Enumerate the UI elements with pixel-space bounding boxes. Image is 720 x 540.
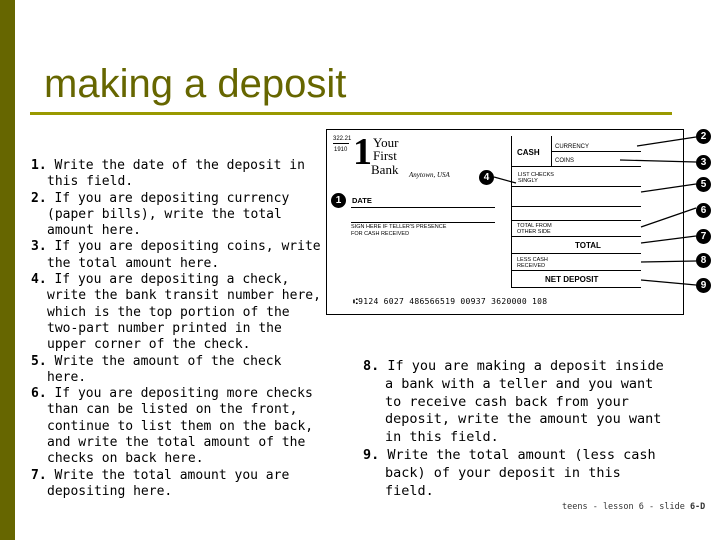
bank-city: Anytown, USA <box>409 171 450 179</box>
callout-badge-2: 2 <box>696 129 711 144</box>
instruction-number: 1. <box>31 158 47 173</box>
instruction-text: Write the amount of the check here. <box>47 353 282 385</box>
title-underline <box>30 112 672 115</box>
total-line <box>512 253 641 254</box>
instruction-item-8 <box>349 358 669 447</box>
instruction-number: 3. <box>31 239 47 255</box>
footer-slide-number: 6-D <box>689 502 706 512</box>
date-label: DATE <box>352 196 372 205</box>
callout-badge-6: 6 <box>696 203 711 218</box>
currency-line <box>551 151 641 152</box>
slide-footer <box>562 502 705 512</box>
check-line-1 <box>512 186 641 187</box>
bank-name-line3: Bank <box>371 162 399 177</box>
net-deposit-label: NET DEPOSIT <box>545 275 599 284</box>
signature-line <box>351 222 495 223</box>
fraction-rule <box>333 143 349 144</box>
callout-badge-3: 3 <box>696 155 711 170</box>
callout-badge-1: 1 <box>331 193 346 208</box>
instruction-number: 2. <box>31 190 47 206</box>
instruction-list-right <box>349 358 669 500</box>
total-label: TOTAL <box>575 241 601 250</box>
total-from-line2: OTHER SIDE <box>517 229 551 235</box>
instruction-list-left <box>31 158 326 500</box>
instruction-number: 4. <box>31 272 47 288</box>
coins-line <box>512 166 641 167</box>
callout-badge-7: 7 <box>696 229 711 244</box>
instruction-number: 9. <box>363 446 380 463</box>
coins-label: COINS <box>555 158 575 164</box>
check-line-3 <box>512 220 641 221</box>
instruction-item-1 <box>31 158 326 191</box>
check-line-2 <box>512 206 641 207</box>
sign-label-line1: SIGN HERE IF TELLER'S PRESENCE <box>351 224 447 230</box>
sign-label-line2: FOR CASH RECEIVED <box>351 231 410 237</box>
cash-label: CASH <box>517 148 540 157</box>
instruction-item-7 <box>31 468 326 501</box>
instruction-text: Write the total amount you are depositing here. <box>47 467 290 499</box>
callout-badge-5: 5 <box>696 177 711 192</box>
instruction-text: If you are depositing a check, write the bank transit number here, which is the top portion of the two-part number printed in the upper corner of the check. <box>47 272 321 353</box>
less-cash-line2: RECEIVED <box>517 263 546 269</box>
list-checks-line2: SINGLY <box>518 178 538 184</box>
date-line <box>351 207 495 208</box>
instruction-number: 8. <box>363 358 380 374</box>
total-from-line <box>512 236 641 237</box>
total-from-line1: TOTAL FROM <box>517 223 552 229</box>
account-number-bottom: 1910 <box>334 147 348 153</box>
instruction-item-6 <box>31 386 326 467</box>
less-cash-line <box>512 270 641 271</box>
instruction-text: Write the date of the deposit in this field. <box>47 158 305 190</box>
instruction-number: 5. <box>31 353 47 369</box>
instruction-item-4 <box>31 272 326 353</box>
bank-logo-numeral: 1 <box>353 131 372 173</box>
currency-label: CURRENCY <box>555 144 590 150</box>
instruction-text: If you are depositing currency (paper bills), write the total amount here. <box>47 190 290 239</box>
left-accent-bar <box>0 0 15 540</box>
account-number-top: 322.21 <box>333 136 352 142</box>
bank-name-line1: Your <box>373 135 399 150</box>
instruction-text: If you are depositing coins, write the total amount here. <box>47 239 321 271</box>
instruction-item-5 <box>31 354 326 387</box>
net-deposit-line <box>512 287 641 288</box>
instruction-number: 6. <box>31 386 47 402</box>
instruction-text: If you are making a deposit inside a bank with a teller and you want to receive cash back from your deposit, write the amount you want in this field. <box>385 358 664 446</box>
less-cash-line1: LESS CASH <box>517 257 548 263</box>
instruction-item-2 <box>31 191 326 240</box>
callout-badge-4: 4 <box>479 170 494 185</box>
callout-badge-9: 9 <box>696 278 711 293</box>
instruction-item-9 <box>349 447 669 500</box>
amount-column-left-border <box>511 136 512 288</box>
instruction-text: Write the total amount (less cash back) of your deposit in this field. <box>385 446 656 499</box>
instruction-item-3 <box>31 239 326 272</box>
slide-title: making a deposit <box>44 62 347 106</box>
list-checks-line1: LIST CHECKS <box>518 172 554 178</box>
callout-badge-8: 8 <box>696 253 711 268</box>
instruction-number: 7. <box>31 467 47 483</box>
instruction-text: If you are depositing more checks than can be listed on the front, continue to list them on the back, and write the total amount of the checks on back here. <box>47 386 314 467</box>
deposit-slip <box>326 129 684 315</box>
bank-name-line2: First <box>373 148 397 163</box>
footer-text: teens - lesson 6 - slide <box>562 502 690 512</box>
micr-line: ⑆9124 6027 486566519 00937 3620000 108 <box>353 297 548 306</box>
